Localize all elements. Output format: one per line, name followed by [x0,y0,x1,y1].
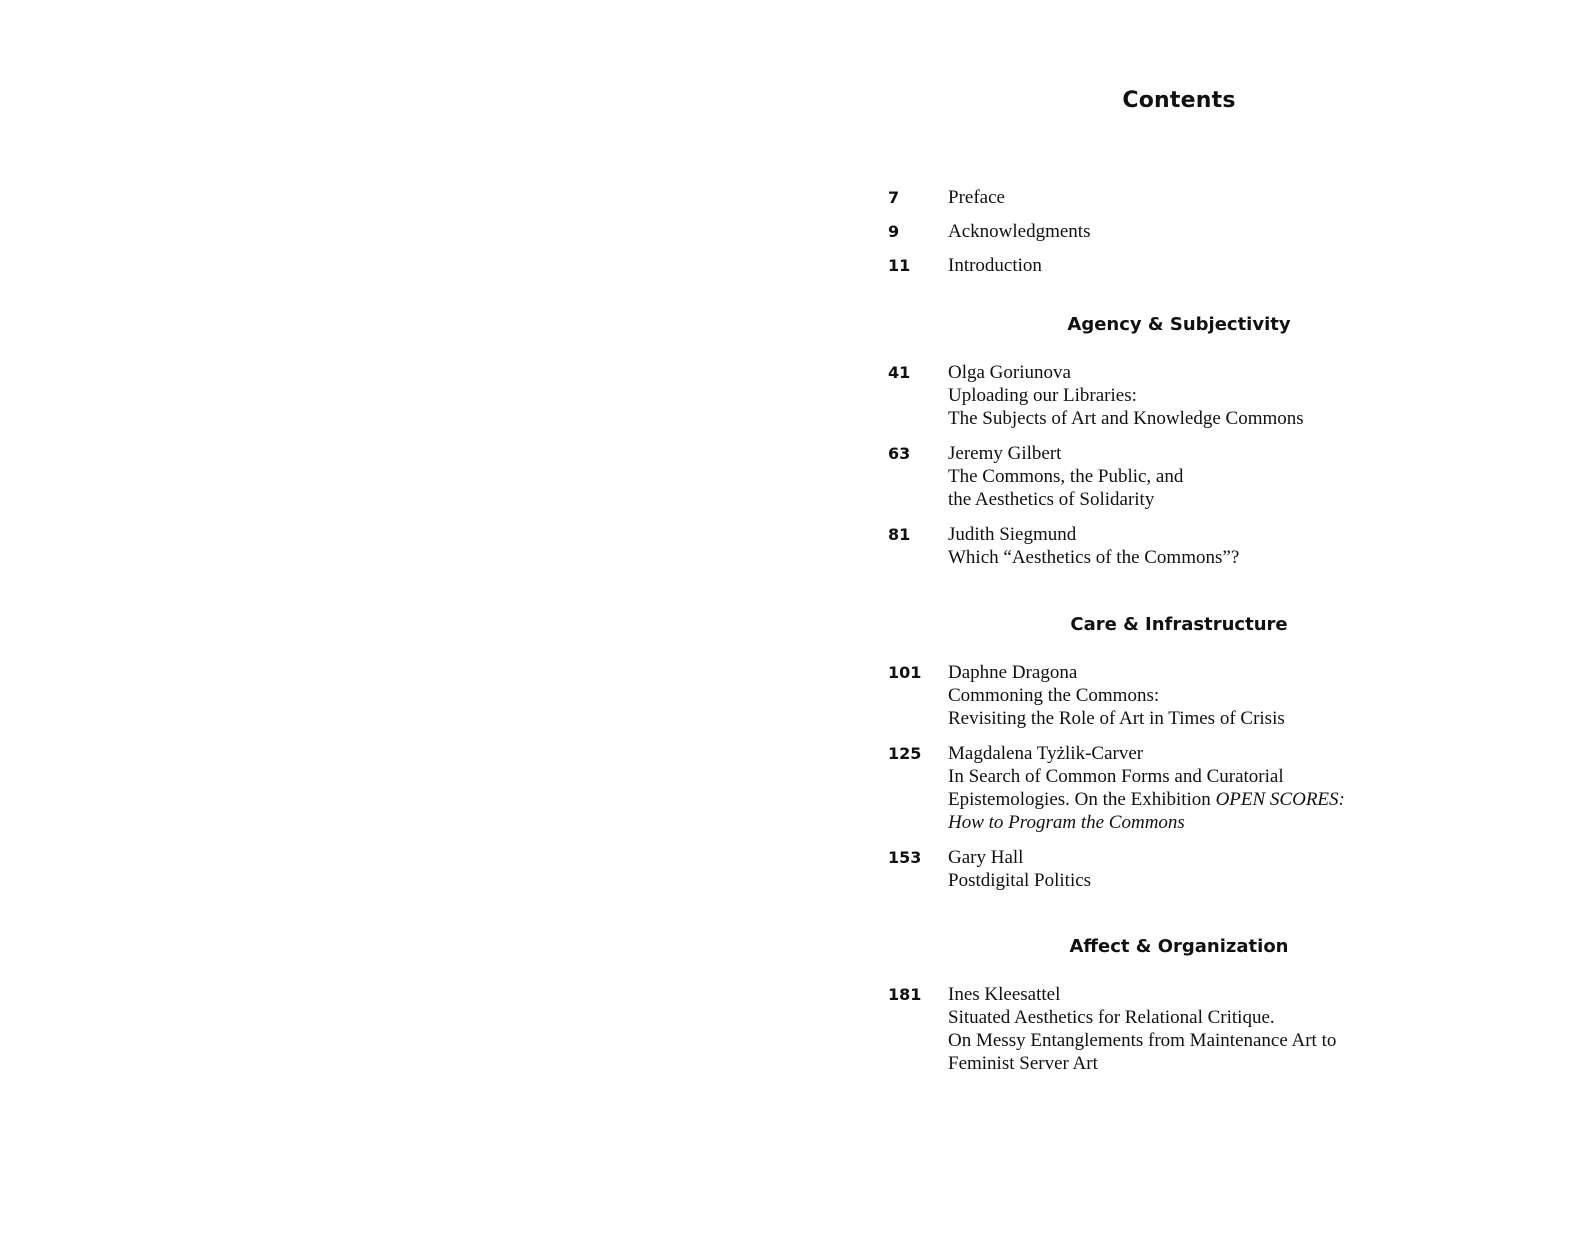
entry-title: Introduction [948,255,1042,276]
page-number: 125 [888,744,922,763]
toc-entry-hall[interactable] [888,846,1488,892]
toc-entry-acknowledgments[interactable] [888,220,1488,243]
page-number: 181 [888,985,922,1004]
contents-page [797,0,1594,1240]
section-heading-agency: Agency & Subjectivity [1067,314,1291,335]
page-number: 63 [888,444,911,463]
entry-title-line [948,788,1488,811]
entry-title-line: Commoning the Commons: [948,685,1160,706]
entry-title-line: The Subjects of Art and Knowledge Commons [948,408,1304,429]
toc-entry-tyzlik-carver[interactable] [888,742,1488,834]
entry-author: Judith Siegmund [948,524,1077,545]
page-number: 11 [888,256,911,275]
toc-entry-introduction[interactable] [888,254,1488,277]
section-affect-entries [888,983,1488,1087]
entry-title-line: Which “Aesthetics of the Commons”? [948,547,1240,568]
toc-entry-dragona[interactable] [888,661,1488,730]
toc-entry-goriunova[interactable] [888,361,1488,430]
entry-title-line: Revisiting the Role of Art in Times of Crisis [948,708,1285,729]
page-number: 41 [888,363,911,382]
entry-title-line: The Commons, the Public, and [948,466,1184,487]
entry-title-line: the Aesthetics of Solidarity [948,489,1155,510]
section-care-entries [888,661,1488,904]
page-number: 153 [888,848,922,867]
entry-author: Jeremy Gilbert [948,443,1062,464]
toc-entry-preface[interactable] [888,186,1488,209]
entry-title-line: In Search of Common Forms and Curatorial [948,766,1284,787]
section-agency-entries [888,361,1488,581]
entry-title: Acknowledgments [948,221,1091,242]
entry-title: Preface [948,187,1005,208]
entry-title-line: Uploading our Libraries: [948,385,1137,406]
entry-author: Olga Goriunova [948,362,1071,383]
toc-entry-kleesattel[interactable] [888,983,1488,1075]
entry-title-line: Feminist Server Art [948,1053,1098,1074]
section-heading-affect: Affect & Organization [1069,936,1289,957]
entry-author: Magdalena Tyżlik-Carver [948,743,1144,764]
entry-title-line: Postdigital Politics [948,870,1092,891]
toc-entry-siegmund[interactable] [888,523,1488,569]
page-number: 81 [888,525,911,544]
entry-title-line: On Messy Entanglements from Maintenance Art to [948,1030,1337,1051]
entry-title-italic: OPEN SCORES: [1215,789,1345,810]
entry-title-italic-line: How to Program the Commons [948,812,1185,833]
entry-author: Gary Hall [948,847,1024,868]
entry-title-line: Situated Aesthetics for Relational Critique. [948,1007,1275,1028]
page-title: Contents [1122,88,1236,113]
front-matter-list [888,186,1488,289]
page-number: 101 [888,663,922,682]
page-number: 7 [888,188,900,207]
toc-entry-gilbert[interactable] [888,442,1488,511]
entry-author: Daphne Dragona [948,662,1078,683]
section-heading-care: Care & Infrastructure [1070,614,1288,635]
entry-title-plain: Epistemologies. On the Exhibition [948,789,1216,810]
entry-author: Ines Kleesattel [948,984,1061,1005]
page-number: 9 [888,222,900,241]
